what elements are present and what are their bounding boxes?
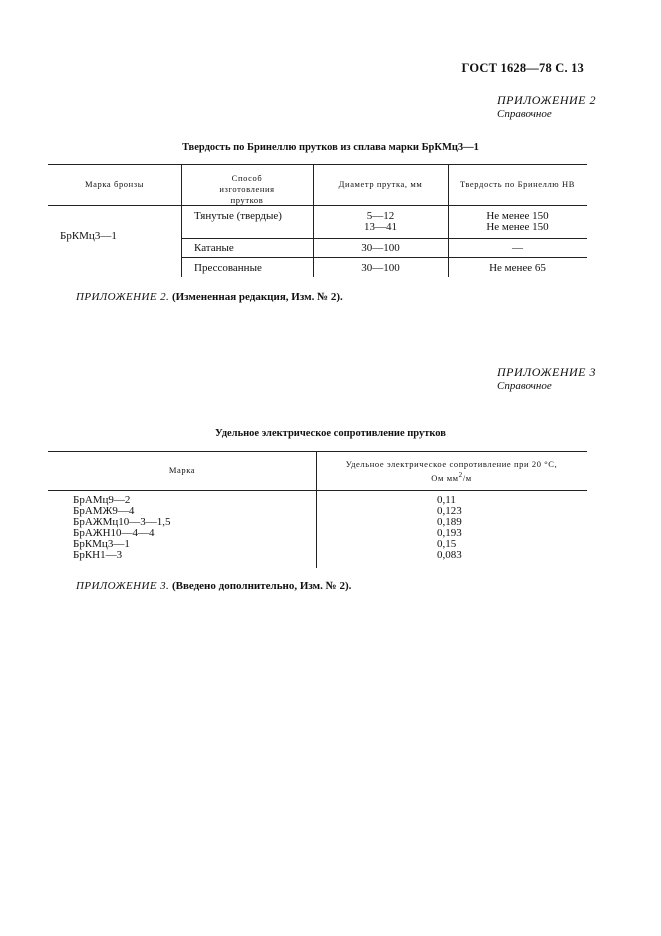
- table-rule: [48, 490, 587, 491]
- appendix-2-heading: [497, 93, 596, 120]
- appendix-2-type: Справочное: [497, 108, 552, 120]
- column-header: Твердость по Бринеллю НВ: [459, 179, 575, 189]
- value-item: 0,15: [437, 538, 457, 550]
- table-rule: [48, 205, 587, 206]
- column-header: Диаметр прутка, мм: [338, 179, 423, 189]
- page-header-title: ГОСТ 1628—78 С. 13: [461, 61, 584, 75]
- grade-cell: БрКМц3—1: [60, 230, 117, 242]
- table-1-caption: Твердость по Бринеллю прутков из сплава марки БрКМц3—1: [182, 142, 479, 153]
- note-label: ПРИЛОЖЕНИЕ 2.: [76, 291, 170, 303]
- column-header-unit: [316, 470, 587, 484]
- grade-list: [73, 495, 171, 561]
- diameter-cell: 13—41: [364, 221, 397, 233]
- value-item: 0,123: [437, 505, 462, 517]
- table-rule: [181, 238, 587, 239]
- appendix-3-heading: [497, 365, 596, 392]
- unit-tail: /м: [462, 472, 472, 483]
- value-list: [437, 495, 462, 561]
- appendix-2-note: [76, 291, 343, 303]
- value-item: 0,11: [437, 494, 456, 506]
- hardness-cell: Не менее 150: [486, 221, 549, 233]
- appendix-2-label: ПРИЛОЖЕНИЕ 2: [497, 93, 596, 107]
- table-2-caption: Удельное электрическое сопротивление прутков: [215, 428, 446, 439]
- diameter-cell: 30—100: [361, 262, 400, 274]
- grade-item: БрАЖМц10—3—1,5: [73, 516, 171, 528]
- column-header: Марка: [168, 465, 196, 475]
- table-rule: [48, 164, 587, 165]
- table-rule: [181, 257, 587, 258]
- grade-item: БрКМц3—1: [73, 538, 130, 550]
- method-cell: Катаные: [194, 242, 234, 254]
- note-label: ПРИЛОЖЕНИЕ 3.: [76, 580, 170, 592]
- appendix-3-note: [76, 580, 351, 592]
- hardness-cell: Не менее 150: [486, 210, 549, 222]
- method-cell: Прессованные: [194, 262, 262, 274]
- column-header: Способ изготовления прутков: [219, 173, 275, 205]
- grade-item: БрАМц9—2: [73, 494, 131, 506]
- table-rule: [48, 451, 587, 452]
- column-header: [316, 459, 587, 484]
- diameter-cell: 30—100: [361, 242, 400, 254]
- diameter-cell: 5—12: [366, 210, 395, 222]
- unit-text: Ом мм: [431, 472, 459, 483]
- column-header: Марка бронзы: [84, 179, 145, 189]
- table-rule: [181, 164, 182, 277]
- grade-item: БрАЖН10—4—4: [73, 527, 155, 539]
- value-item: 0,083: [437, 549, 462, 561]
- value-item: 0,189: [437, 516, 462, 528]
- appendix-3-type: Справочное: [497, 380, 552, 392]
- column-header-line: Удельное электрическое сопротивление при 20 °С,: [345, 459, 558, 469]
- hardness-cell: —: [512, 242, 523, 254]
- grade-item: БрАМЖ9—4: [73, 505, 135, 517]
- unit-superscript: 2: [458, 471, 463, 479]
- grade-item: БрКН1—3: [73, 549, 123, 561]
- method-cell: Тянутые (твердые): [194, 210, 282, 222]
- note-text: (Измененная редакция, Изм. № 2).: [171, 291, 343, 303]
- note-text: (Введено дополнительно, Изм. № 2).: [171, 580, 352, 592]
- hardness-cell: Не менее 65: [489, 262, 546, 274]
- appendix-3-label: ПРИЛОЖЕНИЕ 3: [497, 365, 596, 379]
- value-item: 0,193: [437, 527, 462, 539]
